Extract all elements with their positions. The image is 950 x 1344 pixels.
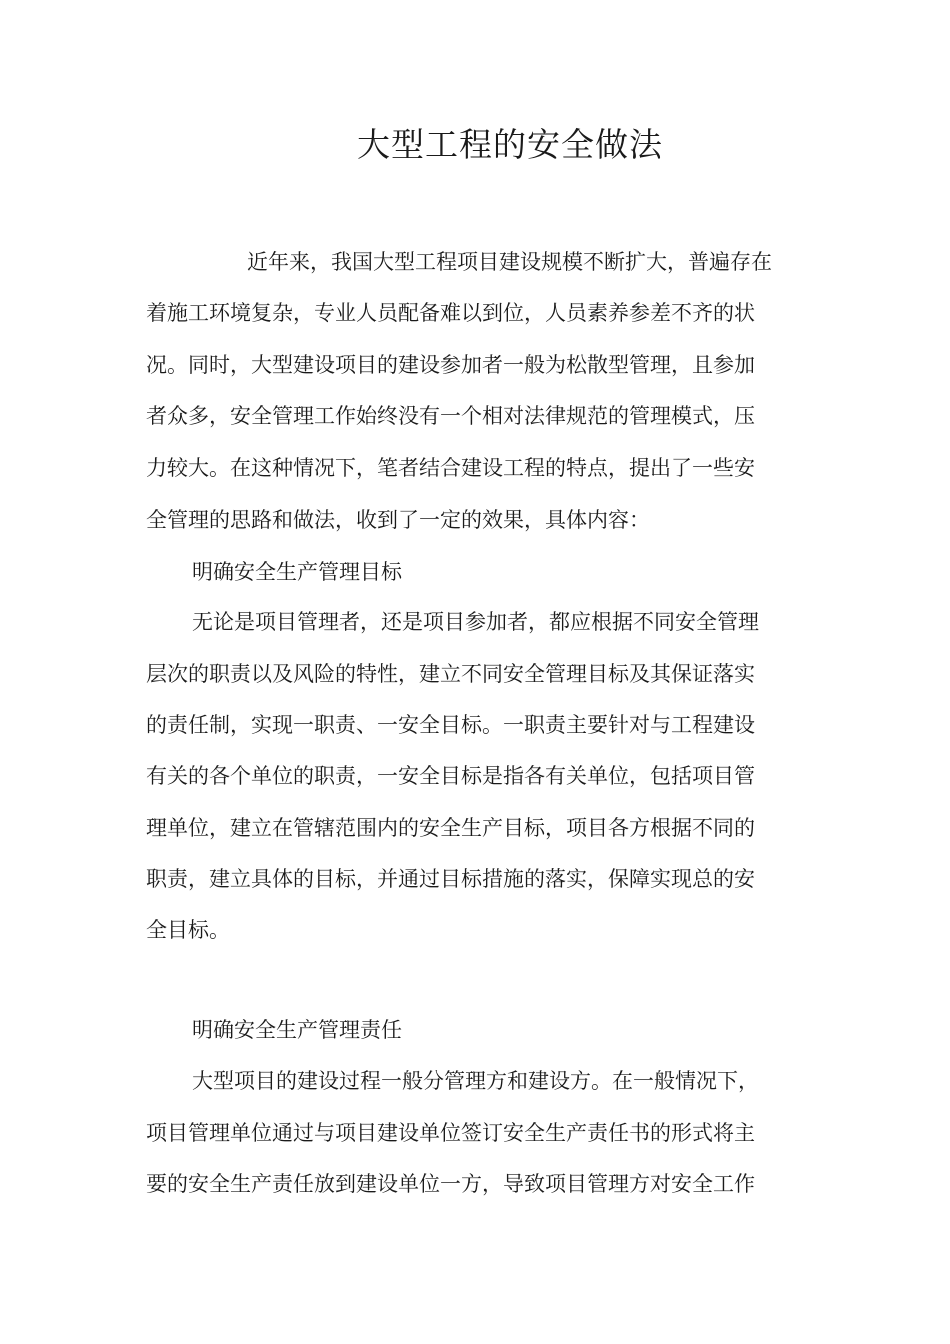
section1-line-7: 全目标。	[146, 918, 230, 942]
document-title: 大型工程的安全做法	[357, 125, 663, 164]
section-heading-2: 明确安全生产管理责任	[192, 1018, 402, 1042]
intro-line-3: 况。同时，大型建设项目的建设参加者一般为松散型管理，且参加	[146, 353, 755, 377]
section-heading-1: 明确安全生产管理目标	[192, 560, 402, 584]
section2-line-2: 项目管理单位通过与项目建设单位签订安全生产责任书的形式将主	[146, 1121, 755, 1145]
section1-line-5: 理单位，建立在管辖范围内的安全生产目标，项目各方根据不同的	[146, 816, 755, 840]
intro-line-6: 全管理的思路和做法，收到了一定的效果，具体内容：	[146, 508, 650, 532]
section1-line-4: 有关的各个单位的职责，一安全目标是指各有关单位，包括项目管	[146, 764, 755, 788]
section1-line-1: 无论是项目管理者，还是项目参加者，都应根据不同安全管理	[192, 610, 759, 634]
intro-line-2: 着施工环境复杂，专业人员配备难以到位，人员素养参差不齐的状	[146, 301, 755, 325]
section1-line-6: 职责，建立具体的目标，并通过目标措施的落实，保障实现总的安	[146, 867, 755, 891]
intro-line-1: 近年来，我国大型工程项目建设规模不断扩大，普遍存在	[247, 250, 772, 274]
section2-line-3: 要的安全生产责任放到建设单位一方，导致项目管理方对安全工作	[146, 1172, 755, 1196]
section2-line-1: 大型项目的建设过程一般分管理方和建设方。在一般情况下，	[192, 1069, 759, 1093]
intro-line-5: 力较大。在这种情况下，笔者结合建设工程的特点，提出了一些安	[146, 456, 755, 480]
section1-line-3: 的责任制，实现一职责、一安全目标。一职责主要针对与工程建设	[146, 713, 755, 737]
intro-line-4: 者众多，安全管理工作始终没有一个相对法律规范的管理模式，压	[146, 404, 755, 428]
section1-line-2: 层次的职责以及风险的特性，建立不同安全管理目标及其保证落实	[146, 662, 755, 686]
